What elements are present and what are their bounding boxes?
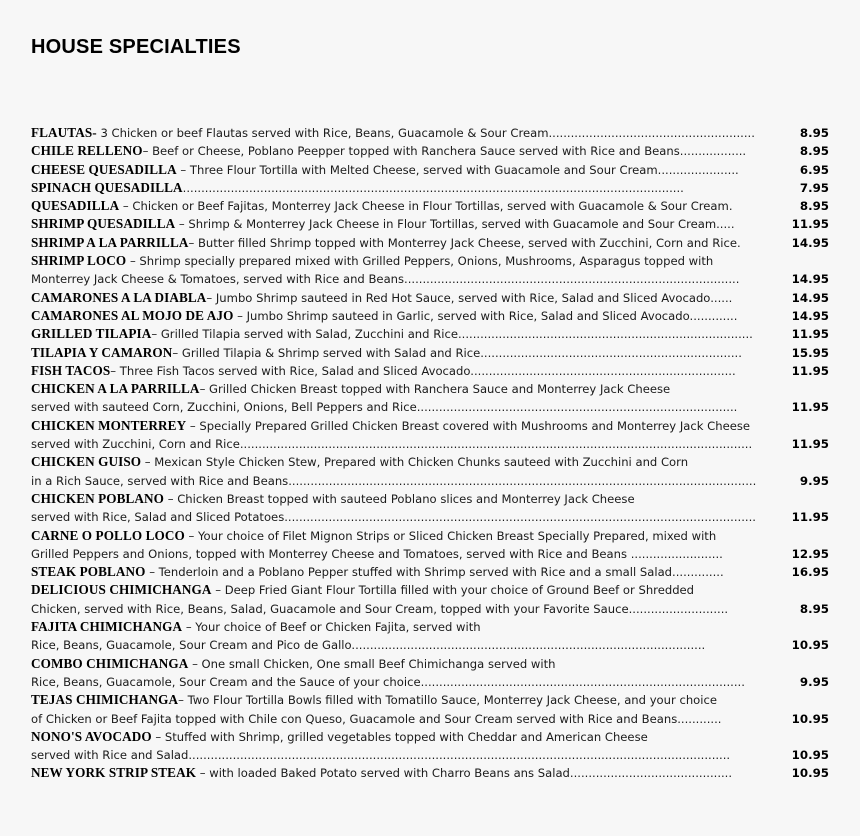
- menu-item-price: 10.95: [791, 748, 829, 763]
- menu-item-price: 11.95: [791, 437, 829, 452]
- menu-item: [31, 728, 831, 765]
- menu-item-line: [31, 655, 831, 673]
- menu-item-description: Rice, Beans, Guacamole, Sour Cream and the Sauce of your choice........................................................................................: [31, 674, 745, 689]
- menu-item-text: [31, 234, 741, 252]
- menu-item-price: 11.95: [791, 400, 829, 415]
- menu-item-description: – Stuffed with Shrimp, grilled vegetables topped with Cheddar and American Cheese: [151, 729, 648, 744]
- menu-item-price: 9.95: [799, 473, 829, 488]
- menu-item-name: TILAPIA Y CAMARON: [31, 344, 173, 360]
- menu-item-price: 8.95: [799, 601, 829, 616]
- menu-item-line: [31, 307, 831, 325]
- menu-item-line: [31, 581, 831, 599]
- menu-item-description: – One small Chicken, One small Beef Chimichanga served with: [188, 656, 556, 671]
- menu-item-description: – Three Flour Tortilla with Melted Cheese, served with Guacamole and Sour Cream......................: [176, 162, 739, 177]
- menu-item-line: [31, 398, 831, 416]
- menu-item: [31, 581, 831, 618]
- menu-item-text: [31, 472, 756, 490]
- menu-item-text: [31, 563, 724, 581]
- menu-item-text: [31, 655, 556, 673]
- menu-item: [31, 197, 831, 215]
- menu-item-description: Grilled Peppers and Onions, topped with Monterrey Cheese and Tomatoes, served with Rice and Beans .........................: [31, 546, 723, 561]
- menu-item-price: 10.95: [791, 638, 829, 653]
- menu-item-line: [31, 673, 831, 691]
- menu-item-name: SPINACH QUESADILLA: [31, 179, 183, 195]
- menu-item-name: NEW YORK STRIP STEAK: [31, 765, 197, 781]
- menu-item-name: CHEESE QUESADILLA: [31, 161, 177, 177]
- menu-item-line: [31, 252, 831, 270]
- menu-item-description: – Beef or Cheese, Poblano Peepper topped with Ranchera Sauce served with Rice and Beans..................: [142, 144, 747, 159]
- menu-item-line: [31, 563, 831, 581]
- menu-item-line: [31, 325, 831, 343]
- menu-item-description: served with Rice and Salad...................................................................................................................................................: [31, 748, 731, 763]
- menu-item-line: [31, 197, 831, 215]
- menu-item-line: [31, 215, 831, 233]
- menu-item: [31, 764, 831, 782]
- menu-item-line: [31, 234, 831, 252]
- menu-item-text: [31, 362, 736, 380]
- menu-item-line: [31, 600, 831, 618]
- menu-item: [31, 563, 831, 581]
- menu-item-name: CHICKEN MONTERREY: [31, 417, 187, 433]
- menu-item: [31, 161, 831, 179]
- menu-item-description: – Deep Fried Giant Flour Tortilla filled with your choice of Ground Beef or Shredded: [211, 583, 695, 598]
- menu-item-text: [31, 307, 737, 325]
- menu-item-text: [31, 197, 733, 215]
- menu-item-name: TEJAS CHIMICHANGA: [31, 692, 179, 708]
- menu-item-text: [31, 161, 739, 179]
- menu-item-text: [31, 380, 670, 398]
- menu-item-text: [31, 325, 753, 343]
- menu-item-description: – Grilled Tilapia & Shrimp served with Salad and Rice.......................................................................: [172, 345, 742, 360]
- menu-item-line: [31, 435, 831, 453]
- menu-item-line: [31, 636, 831, 654]
- menu-item-name: CAMARONES A LA DIABLA: [31, 289, 207, 305]
- menu-item-name: DELICIOUS CHIMICHANGA: [31, 582, 212, 598]
- menu-item: [31, 289, 831, 307]
- menu-item-text: [31, 746, 730, 764]
- menu-item-text: [31, 581, 694, 599]
- menu-item-text: [31, 764, 732, 782]
- menu-item-name: FAJITA CHIMICHANGA: [31, 619, 183, 635]
- menu-item-description: – with loaded Baked Potato served with Charro Beans ans Salad............................................: [196, 766, 733, 781]
- menu-item-text: [31, 435, 752, 453]
- menu-item-line: [31, 270, 831, 288]
- menu-item-description: – Mexican Style Chicken Stew, Prepared with Chicken Chunks sauteed with Zucchini and Corn: [141, 455, 689, 470]
- menu-item-price: 10.95: [791, 766, 829, 781]
- menu-item-description: – Butter filled Shrimp topped with Monterrey Jack Cheese, served with Zucchini, Corn and Rice.: [188, 235, 741, 250]
- menu-item-description: – Specially Prepared Grilled Chicken Breast covered with Mushrooms and Monterrey Jack Cheese: [186, 418, 751, 433]
- menu-item-text: [31, 728, 648, 746]
- menu-item: [31, 325, 831, 343]
- menu-item-name: NONO'S AVOCADO: [31, 728, 152, 744]
- menu-item-price: 15.95: [791, 345, 829, 360]
- menu-list: [31, 124, 831, 783]
- menu-item-price: 11.95: [791, 217, 829, 232]
- menu-item-text: [31, 673, 745, 691]
- menu-item-line: [31, 142, 831, 160]
- menu-item-description: Rice, Beans, Guacamole, Sour Cream and Pico de Gallo................................................................................................: [31, 638, 706, 653]
- menu-item-text: [31, 252, 713, 270]
- menu-item-line: [31, 527, 831, 545]
- menu-item-line: [31, 161, 831, 179]
- menu-item-price: 11.95: [791, 363, 829, 378]
- menu-item: [31, 234, 831, 252]
- menu-item-line: [31, 508, 831, 526]
- menu-item: [31, 215, 831, 233]
- menu-item-text: [31, 344, 742, 362]
- menu-item: [31, 124, 831, 142]
- menu-item-price: 6.95: [799, 162, 829, 177]
- menu-item-price: 8.95: [799, 144, 829, 159]
- menu-item-line: [31, 545, 831, 563]
- menu-item-price: 14.95: [791, 290, 829, 305]
- menu-item-line: [31, 380, 831, 398]
- menu-item-description: – Tenderloin and a Poblano Pepper stuffed with Shrimp served with Rice and a small Salad..............: [145, 565, 724, 580]
- menu-item-text: [31, 124, 755, 142]
- menu-item-text: [31, 270, 739, 288]
- menu-item-price: 9.95: [799, 674, 829, 689]
- menu-item-line: [31, 618, 831, 636]
- menu-item-price: 14.95: [791, 308, 829, 323]
- menu-item-description: – Grilled Tilapia served with Salad, Zucchini and Rice................................................................................: [151, 327, 753, 342]
- menu-item-text: [31, 600, 728, 618]
- menu-item: [31, 252, 831, 289]
- menu-item-name: CHICKEN POBLANO: [31, 490, 165, 506]
- menu-item-description: 3 Chicken or beef Flautas served with Rice, Beans, Guacamole & Sour Cream........................................................: [96, 126, 755, 140]
- menu-item: [31, 618, 831, 655]
- menu-item-text: [31, 417, 750, 435]
- menu-item-price: 14.95: [791, 272, 829, 287]
- menu-item-name: CHICKEN A LA PARRILLA: [31, 381, 200, 397]
- menu-item: [31, 527, 831, 564]
- menu-item-name: CAMARONES AL MOJO DE AJO: [31, 307, 234, 323]
- menu-item-text: [31, 453, 688, 471]
- menu-item-text: [31, 398, 737, 416]
- menu-item-line: [31, 362, 831, 380]
- menu-item-description: – Shrimp & Monterrey Jack Cheese in Flour Tortillas, served with Guacamole and Sour Cream.....: [175, 217, 735, 232]
- menu-item: [31, 417, 831, 454]
- menu-item-line: [31, 490, 831, 508]
- menu-item-line: [31, 710, 831, 728]
- menu-item-description: in a Rich Sauce, served with Rice and Beans...............................................................................................................................: [31, 473, 757, 488]
- menu-item-price: 14.95: [791, 235, 829, 250]
- menu-item-text: [31, 636, 705, 654]
- page-title: HOUSE SPECIALTIES: [31, 36, 241, 58]
- menu-item-description: – Jumbo Shrimp sauteed in Red Hot Sauce, served with Rice, Salad and Sliced Avocado......: [206, 290, 733, 305]
- menu-item-description: served with Zucchini, Corn and Rice...........................................................................................................................................: [31, 437, 753, 452]
- menu-item: [31, 380, 831, 417]
- menu-item-name: COMBO CHIMICHANGA: [31, 655, 189, 671]
- menu-item-text: [31, 618, 481, 636]
- menu-item-price: 8.95: [799, 199, 829, 214]
- menu-item-description: – Two Flour Tortilla Bowls filled with Tomatillo Sauce, Monterrey Jack Cheese, and your choice: [178, 693, 717, 708]
- menu-item: [31, 362, 831, 380]
- menu-item: [31, 453, 831, 490]
- menu-item-name: CHILE RELLENO: [31, 143, 143, 159]
- menu-item-line: [31, 417, 831, 435]
- menu-item-price: 11.95: [791, 327, 829, 342]
- menu-item-text: [31, 289, 732, 307]
- menu-item-description: of Chicken or Beef Fajita topped with Chile con Queso, Guacamole and Sour Cream served with Rice and Beans............: [31, 711, 722, 726]
- menu-item-text: [31, 710, 721, 728]
- menu-item: [31, 655, 831, 692]
- menu-item-price: 16.95: [791, 565, 829, 580]
- menu-item-name: CARNE O POLLO LOCO: [31, 527, 185, 543]
- menu-item-description: Chicken, served with Rice, Beans, Salad, Guacamole and Sour Cream, topped with your Favorite Sauce...........................: [31, 601, 729, 616]
- menu-item-name: GRILLED TILAPIA: [31, 326, 152, 342]
- menu-item-name: SHRIMP A LA PARRILLA: [31, 234, 189, 250]
- menu-item-text: [31, 490, 635, 508]
- menu-item-line: [31, 453, 831, 471]
- menu-item-description: – Chicken Breast topped with sauteed Poblano slices and Monterrey Jack Cheese: [164, 491, 635, 506]
- menu-item-price: 7.95: [799, 180, 829, 195]
- menu-item: [31, 691, 831, 728]
- menu-item-description: – Jumbo Shrimp sauteed in Garlic, served with Rice, Salad and Sliced Avocado.............: [233, 308, 738, 323]
- menu-item-text: [31, 691, 717, 709]
- menu-item-line: [31, 746, 831, 764]
- menu-item-line: [31, 124, 831, 142]
- menu-item-name: STEAK POBLANO: [31, 564, 146, 580]
- menu-item-text: [31, 215, 735, 233]
- menu-item-text: [31, 527, 716, 545]
- menu-item-description: served with sauteed Corn, Zucchini, Onions, Bell Peppers and Rice.......................................................................................: [31, 400, 738, 415]
- menu-item-line: [31, 344, 831, 362]
- menu-item-text: [31, 142, 746, 160]
- menu-item-price: 11.95: [791, 510, 829, 525]
- menu-item-line: [31, 289, 831, 307]
- menu-item-description: – Chicken or Beef Fajitas, Monterrey Jack Cheese in Flour Tortillas, served with Guacamole & Sour Cream.: [119, 199, 733, 214]
- menu-item-name: FLAUTAS-: [31, 125, 97, 140]
- menu-item-name: CHICKEN GUISO: [31, 454, 142, 470]
- menu-item: [31, 490, 831, 527]
- menu-item-line: [31, 179, 831, 197]
- menu-item-line: [31, 764, 831, 782]
- menu-item-text: [31, 179, 684, 197]
- menu-item-description: – Shrimp specially prepared mixed with Grilled Peppers, Onions, Mushrooms, Asparagus topped with: [126, 254, 714, 269]
- menu-item-price: 10.95: [791, 711, 829, 726]
- menu-item-text: [31, 545, 723, 563]
- menu-item-line: [31, 728, 831, 746]
- menu-item-price: 8.95: [799, 126, 829, 140]
- menu-item-text: [31, 508, 756, 526]
- menu-item-line: [31, 472, 831, 490]
- menu-item-description: Monterrey Jack Cheese & Tomatoes, served with Rice and Beans...........................................................................................: [31, 272, 740, 287]
- menu-item-description: – Three Fish Tacos served with Rice, Salad and Sliced Avocado........................................................................: [110, 363, 736, 378]
- menu-item: [31, 179, 831, 197]
- menu-item-line: [31, 691, 831, 709]
- menu-item-description: – Your choice of Beef or Chicken Fajita, served with: [182, 620, 481, 635]
- menu-item-description: – Your choice of Filet Mignon Strips or Sliced Chicken Breast Specially Prepared, mixed with: [184, 528, 717, 543]
- menu-item-name: SHRIMP QUESADILLA: [31, 216, 176, 232]
- menu-item-name: SHRIMP LOCO: [31, 253, 127, 269]
- menu-item-price: 12.95: [791, 546, 829, 561]
- menu-item-description: – Grilled Chicken Breast topped with Ranchera Sauce and Monterrey Jack Cheese: [199, 382, 671, 397]
- menu-item: [31, 344, 831, 362]
- menu-item: [31, 307, 831, 325]
- menu-item-name: QUESADILLA: [31, 198, 120, 214]
- menu-item-description: served with Rice, Salad and Sliced Potatoes................................................................................................................................: [31, 510, 756, 525]
- menu-item-name: FISH TACOS: [31, 362, 111, 378]
- menu-item: [31, 142, 831, 160]
- menu-item-description: ........................................................................................................................................: [182, 180, 684, 195]
